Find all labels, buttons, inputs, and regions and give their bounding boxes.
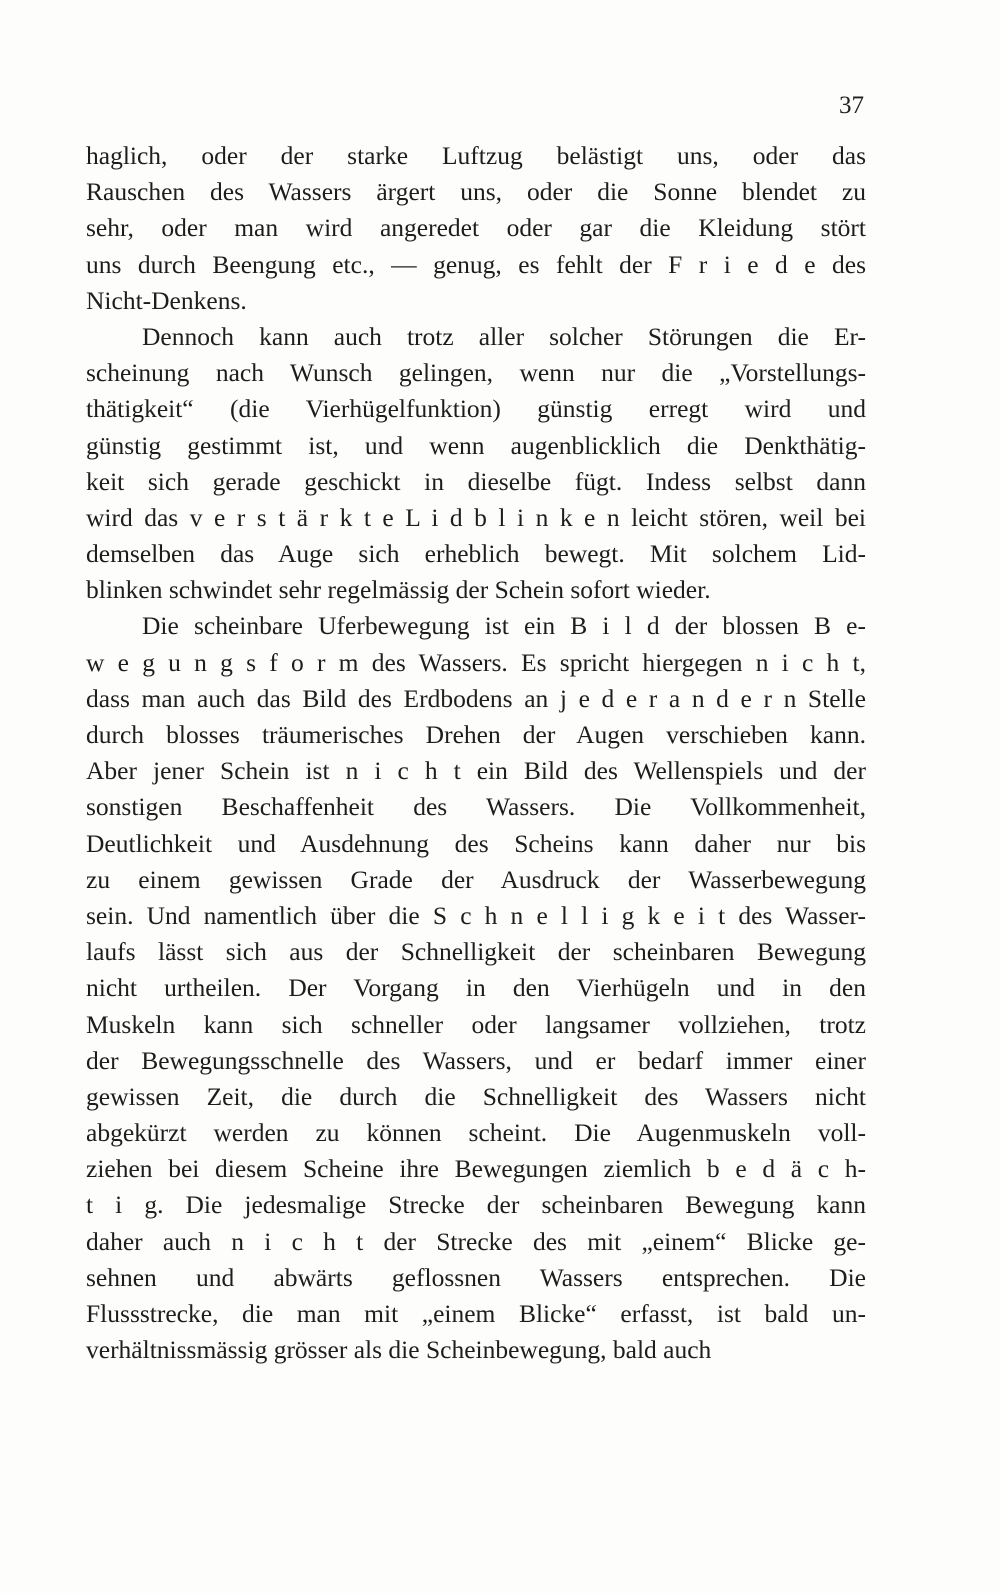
text-line: scheinung nach Wunsch gelingen, wenn nur die „Vorstellungs-: [86, 358, 866, 388]
text-line: Dennoch kann auch trotz aller solcher Störungen die Er-: [142, 321, 866, 351]
text-line: nicht urtheilen. Der Vorgang in den Vierhügeln und in den: [86, 973, 866, 1003]
text-line: sonstigen Beschaffenheit des Wassers. Die Vollkommenheit,: [86, 792, 866, 822]
text-line: t i g. Die jedesmalige Strecke der scheinbaren Bewegung kann: [86, 1190, 866, 1220]
text-line: ziehen bei diesem Scheine ihre Bewegungen ziemlich b e d ä c h-: [86, 1154, 866, 1184]
text-line: wird das v e r s t ä r k t e L i d b l i n k e n leicht stören, weil bei: [86, 502, 866, 532]
text-line: w e g u n g s f o r m des Wassers. Es spricht hiergegen n i c h t,: [86, 647, 866, 677]
text-line: keit sich gerade geschickt in dieselbe fügt. Indess selbst dann: [86, 466, 866, 496]
text-line: Die scheinbare Uferbewegung ist ein B i l d der blossen B e-: [142, 611, 866, 641]
text-line: blinken schwindet sehr regelmässig der Schein sofort wieder.: [86, 575, 711, 605]
page-number: 37: [839, 92, 864, 119]
text-line: demselben das Auge sich erheblich bewegt. Mit solchem Lid-: [86, 539, 866, 569]
text-line: sein. Und namentlich über die S c h n e l l i g k e i t des Wasser-: [86, 900, 866, 930]
text-line: daher auch n i c h t der Strecke des mit „einem“ Blicke ge-: [86, 1226, 866, 1256]
body-text: [86, 138, 866, 1368]
text-line: der Bewegungsschnelle des Wassers, und er bedarf immer einer: [86, 1045, 866, 1075]
text-line: Muskeln kann sich schneller oder langsamer vollziehen, trotz: [86, 1009, 866, 1039]
text-line: laufs lässt sich aus der Schnelligkeit der scheinbaren Bewegung: [86, 937, 866, 967]
text-line: haglich, oder der starke Luftzug belästigt uns, oder das: [86, 141, 866, 170]
text-line: Aber jener Schein ist n i c h t ein Bild des Wellenspiels und der: [86, 756, 866, 786]
paragraph: [86, 608, 866, 1368]
text-line: sehr, oder man wird angeredet oder gar die Kleidung stört: [86, 213, 866, 243]
text-line: Nicht-Denkens.: [86, 285, 247, 315]
text-line: sehnen und abwärts geflossnen Wassers entsprechen. Die: [86, 1262, 866, 1292]
paragraph: [86, 138, 866, 319]
text-line: Deutlichkeit und Ausdehnung des Scheins kann daher nur bis: [86, 828, 866, 858]
text-line: verhältnissmässig grösser als die Scheinbewegung, bald auch: [86, 1335, 712, 1365]
paragraph: [86, 319, 866, 609]
text-line: zu einem gewissen Grade der Ausdruck der Wasserbewegung: [86, 864, 866, 894]
text-line: dass man auch das Bild des Erdbodens an j e d e r a n d e r n Stelle: [86, 683, 866, 713]
text-line: günstig gestimmt ist, und wenn augenblicklich die Denkthätig-: [86, 430, 866, 460]
text-line: durch blosses träumerisches Drehen der Augen verschieben kann.: [86, 720, 866, 749]
text-line: abgekürzt werden zu können scheint. Die Augenmuskeln voll-: [86, 1118, 866, 1148]
text-line: Flussstrecke, die man mit „einem Blicke“ erfasst, ist bald un-: [86, 1299, 866, 1328]
text-line: thätigkeit“ (die Vierhügelfunktion) günstig erregt wird und: [86, 394, 866, 424]
text-line: gewissen Zeit, die durch die Schnelligkeit des Wassers nicht: [86, 1081, 866, 1111]
text-line: uns durch Beengung etc., — genug, es fehlt der F r i e d e des: [86, 249, 866, 279]
text-line: Rauschen des Wassers ärgert uns, oder die Sonne blendet zu: [86, 177, 866, 207]
